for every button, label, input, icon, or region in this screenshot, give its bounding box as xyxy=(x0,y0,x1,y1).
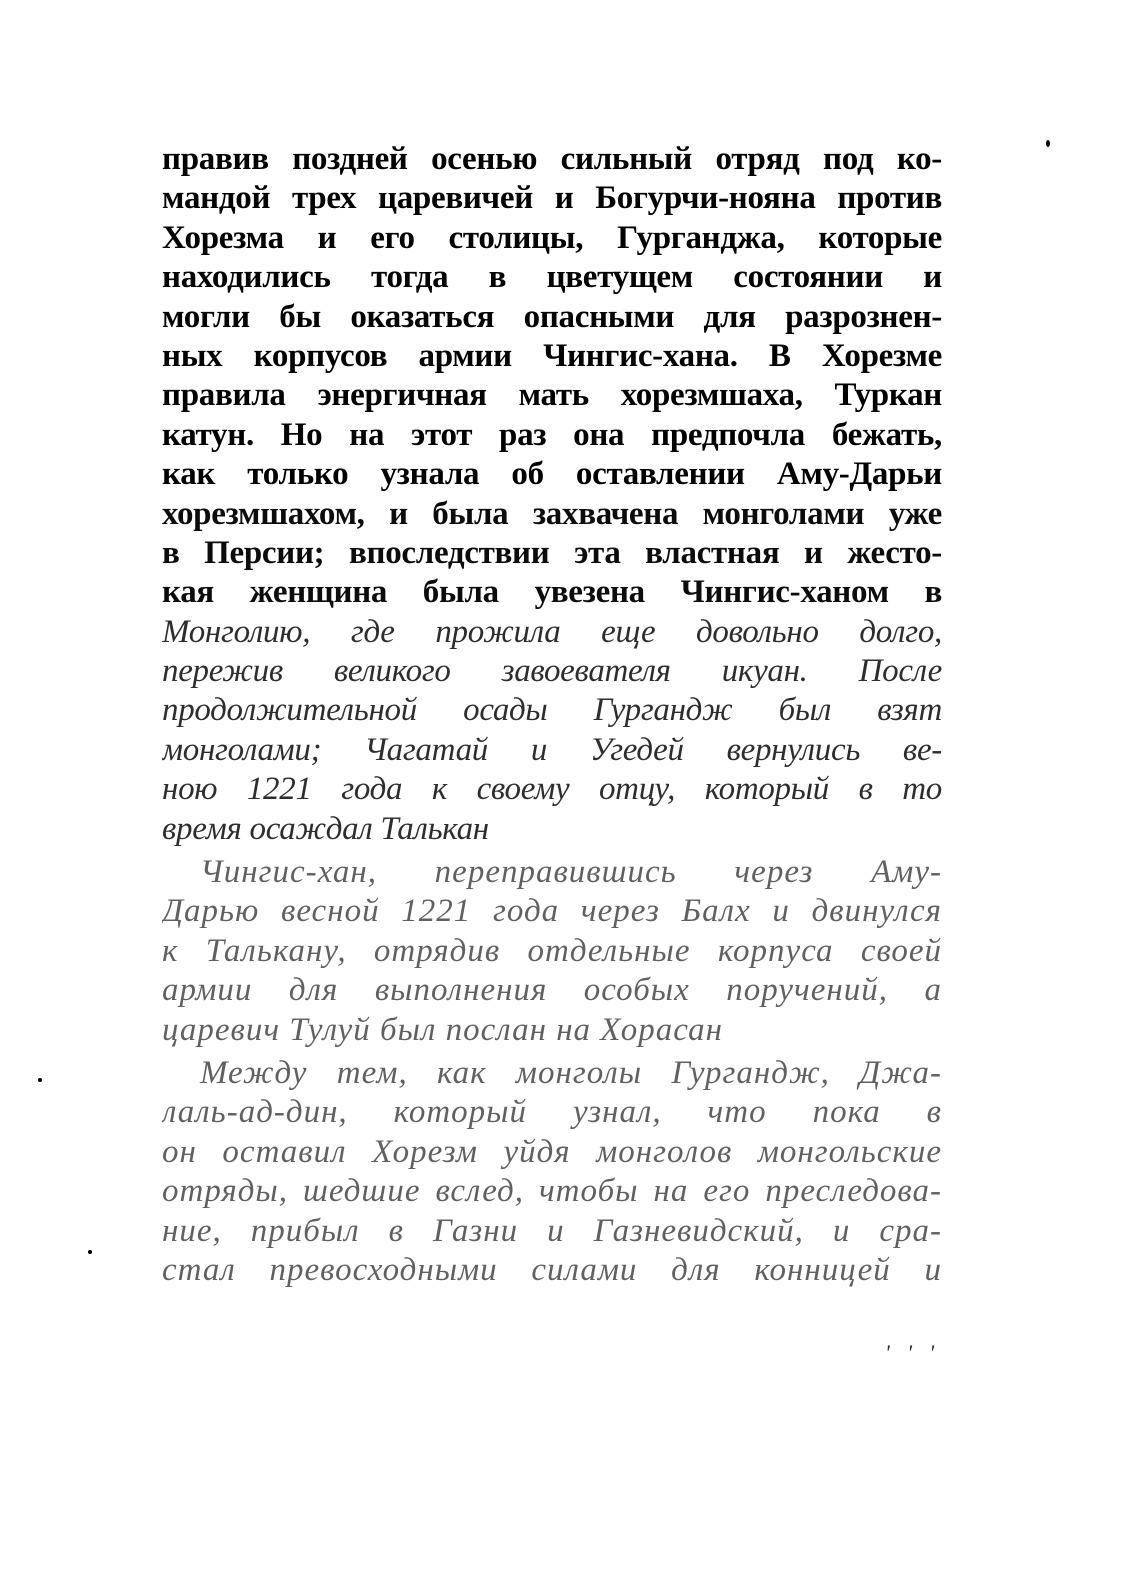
text-line: пережив великого завоевателя икуан. После xyxy=(162,653,942,690)
text-line: ною 1221 года к своему отцу, который в то xyxy=(162,771,942,808)
scan-speck xyxy=(38,1078,42,1082)
text-line: Хорезма и его столицы, Гурганджа, которые xyxy=(162,219,942,256)
text-line: как только узнала об оставлении Аму-Дарьи xyxy=(162,456,942,493)
text-line: в Персии; впоследствии эта властная и жесто- xyxy=(162,534,942,571)
scan-speck xyxy=(88,1250,92,1254)
text-line: хорезмшахом, и была захвачена монголами уже xyxy=(162,495,942,532)
body-text xyxy=(162,140,942,1290)
text-line: Дарью весной 1221 года через Балх и двинулся xyxy=(162,893,942,930)
paragraph-3 xyxy=(162,1054,942,1290)
paragraph-2 xyxy=(162,853,942,1050)
text-line: правив поздней осенью сильный отряд под ко- xyxy=(162,141,942,177)
trailing-marks: ' ' ' xyxy=(885,1340,941,1365)
text-line: к Талькану, отрядив отдельные корпуса своей xyxy=(162,932,942,969)
text-line: царевич Тулуй был послан на Хорасан xyxy=(162,1011,723,1048)
text-line: продолжительной осады Гургандж был взят xyxy=(162,692,942,729)
text-line: он оставил Хорезм уйдя монголов монгольские xyxy=(162,1133,942,1170)
text-line: стал превосходными силами для конницей и xyxy=(162,1251,942,1288)
text-line: мандой трех царевичей и Богурчи-нояна против xyxy=(162,180,942,217)
text-line: армии для выполнения особых поручений, а xyxy=(162,972,942,1009)
text-line: лаль-ад-дин, который узнал, что пока в xyxy=(162,1094,942,1131)
paragraph-1 xyxy=(162,140,942,849)
text-line: кая женщина была увезена Чингис-ханом в xyxy=(162,574,942,611)
text-line: ных корпусов армии Чингис-хана. В Хорезме xyxy=(162,337,942,374)
text-line: Между тем, как монголы Гургандж, Джа- xyxy=(200,1054,942,1091)
text-line: правила энергичная мать хорезмшаха, Туркан xyxy=(162,377,942,414)
text-line: катун. Но на этот раз она предпочла бежать, xyxy=(162,416,942,453)
text-line: отряды, шедшие вслед, чтобы на его преследова- xyxy=(162,1173,942,1210)
text-line: время осаждал Талькан xyxy=(162,810,489,847)
text-line: монголами; Чагатай и Угедей вернулись ве- xyxy=(162,731,942,768)
scan-speck xyxy=(1046,140,1050,147)
text-line: Монголию, где прожила еще довольно долго, xyxy=(162,613,942,650)
text-line: находились тогда в цветущем состоянии и xyxy=(162,259,942,296)
text-line: могли бы оказаться опасными для разрознен- xyxy=(162,298,942,335)
text-line: ние, прибыл в Газни и Газневидский, и сра- xyxy=(162,1212,942,1249)
text-line: Чингис-хан, переправившись через Аму- xyxy=(200,854,942,891)
